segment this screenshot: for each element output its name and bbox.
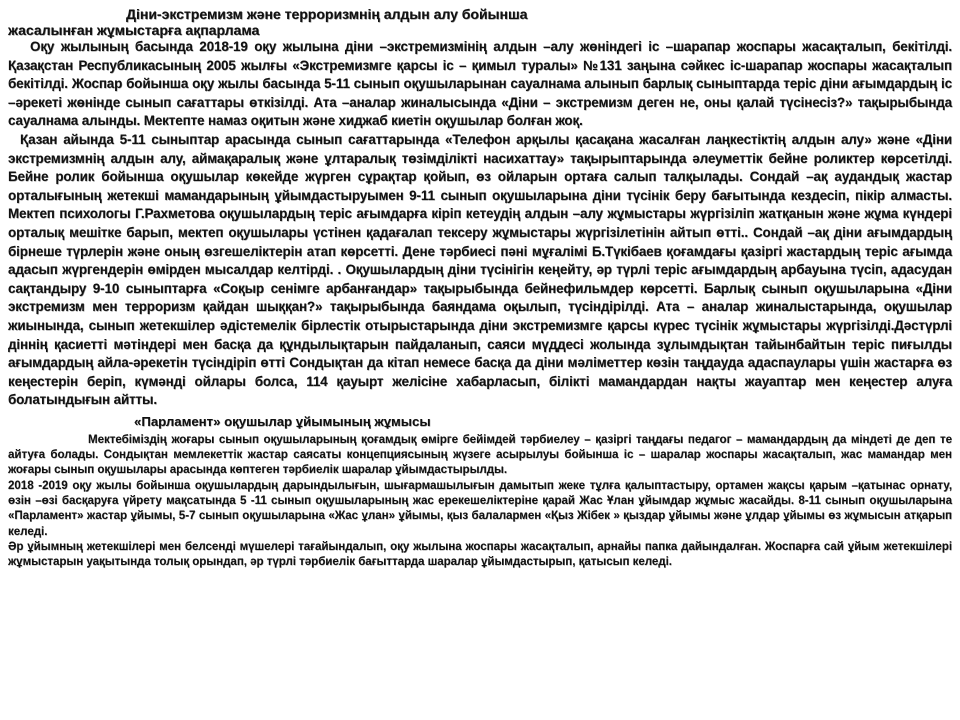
- body-paragraph: Қазан айында 5-11 сыныптар арасында сынып сағаттарында «Телефон арқылы қасақана жасалған лаңкестіктің алдын алу» және «Діни экстремизмнің алдын алу, аймақаралық және ұлтаралық төзімділікті насихаттау» тақырыптарында әлеуметтік бейне роликтер көрсетілді. Бейне ролик бойынша оқушылар көкейде жүрген сұрақтар қойып, өз ойларын ортаға салып талқылады. Сондай –ақ аудандық жастар орталығының жетекші мамандарының ұйымдастыруымен 9-11 сынып оқушыларына діни түсінік беру бағытында кездесіп, пікір алмасты. Мектеп психологы Г.Рахметова оқушылардың теріс ағымдарға кіріп кетеудің алдын –алу жұмыстары жүргізіліп жатқанын және жұма күндері орталық мешітке барып, мектеп оқушылары үстінен қадағалап тексеру жұмыстары жүргізілетінін айтып өтті.. Сондай –ақ діни ағымдардың бірнеше түрлерін және оның өзгешеліктерін атап көрсетті. Дене тәрбиесі пәні мұғалімі Б.Түкібаев қоғамдағы қазіргі жастардың теріс ағымда адасып жүргендерін өмірден мысалдар келтірді. . Оқушылардың діни түсінігін кеңейту, әр түрлі теріс ағымдардың арбауына түсіп, адасудан сақтандыру 9-10 сыныптарға «Соқыр сенімге арбанғандар» тақырыбында бейнефильмдер көрсетті. Барлық сынып оқушыларына «Діни экстремизм мен терроризм қайдан шыққан?» тақырыбында баяндама оқылып, түсіндірілді. Ата – аналар жиналыстарында, оқушылар жиынында, сынып жетекшілер әдістемелік бірлестік отырыстарында діни экстремизмге қарсы күрес түсінік жұмыстары жүргізілді.Дәстүрлі діннің қасиетті мәтіндері мен басқа да құндылықтарын пайдаланып, саяси мүддесі жолында зұлымдықтан тайынбайтын теріс пиғылды ағымдардың айла-әрекетін түсіндіріп өтті Сондықтан да кітап немесе басқа да діни мәліметтер көзін таңдауда адаспаулары үшін жастарға өз кеңестерін беріп, күмәнді ойлары болса, 114 қауырт желісіне хабарласып, білікті мамандардан нақты жауаптар мен кеңестер алуға болатындығын айтты.: [8, 131, 952, 408]
- document-page: [8, 6, 952, 570]
- section-paragraph: Мектебіміздің жоғары сынып оқушыларының қоғамдық өмірге бейімдей тәрбиелеу – қазіргі таңдағы педагог – мамандардың да міндеті де деп те айтуға болады. Сондықтан мемлекеттік жастар саясаты концепциясының жүзеге асырылуы бойынша іс – шаралар жоспары жасақталып, жас мамандар мен жоғары сынып оқушылары арасында көптеген тәрбиелік шаралар ұйымдастырылды.: [8, 432, 952, 477]
- document-title-line-2: жасалынған жұмыстарға ақпарлама: [8, 22, 260, 38]
- section-paragraph: Әр ұйымның жетекшілері мен белсенді мүшелері тағайындалып, оқу жылына жоспары жасақталып, арнайы папка дайындалған. Жоспарға сай ұйым жетекшілері жұмыстарын уақытында толық орындап, әр түрлі тәрбиелік бағыттарда шаралар ұйымдастырып, қатысып келеді.: [8, 539, 952, 569]
- section-title: «Парламент» оқушылар ұйымының жұмысы: [134, 413, 431, 429]
- body-paragraph: Оқу жылының басында 2018-19 оқу жылына діни –экстремизмінің алдын –алу жөніндегі іс –шарапар жоспары жасақталып, бекітілді. Қазақстан Республикасының 2005 жылғы «Экстремизмге қарсы іс – қимыл туралы» №131 заңына сәйкес іс-шарапар жоспары жасақталып бекітілді. Жоспар бойынша оқу жылы басында 5-11 сынып оқушыларынан сауалнама алынып барлық сыныптарда теріс діни ағымдардың іс –әрекеті жөнінде сынып сағаттары өткізілді. Ата –аналар жиналысында «Діни – экстремизм деген не, оны қалай түсінесіз?» тақырыбында сауалнама алынды. Мектепте намаз оқитын және хиджаб киетін оқушылар болған жоқ.: [8, 39, 952, 129]
- document-title-line-1: Діни-экстремизм және терроризмнің алдын алу бойынша: [126, 6, 528, 22]
- section-paragraph: 2018 -2019 оқу жылы бойынша оқушылардың дарындылығын, шығармашылығын дамытып жеке тұлға қалыптастыру, ортамен жақсы қарым –қатынас орнату, өзін –өзі басқаруға үйрету мақсатында 5 -11 сынып оқушыларының жас ерекешеліктеріне қарай Жас Ұлан ұйымдар жұмыс жасайды. 8-11 сынып оқушыларына «Парламент» жастар ұйымы, 5-7 сынып оқушыларына «Жас ұлан» ұйымы, қыз балалармен «Қыз Жібек » қыздар ұйымы және ұлдар ұйымы өз жұмысын атқарып келеді.: [8, 478, 952, 538]
